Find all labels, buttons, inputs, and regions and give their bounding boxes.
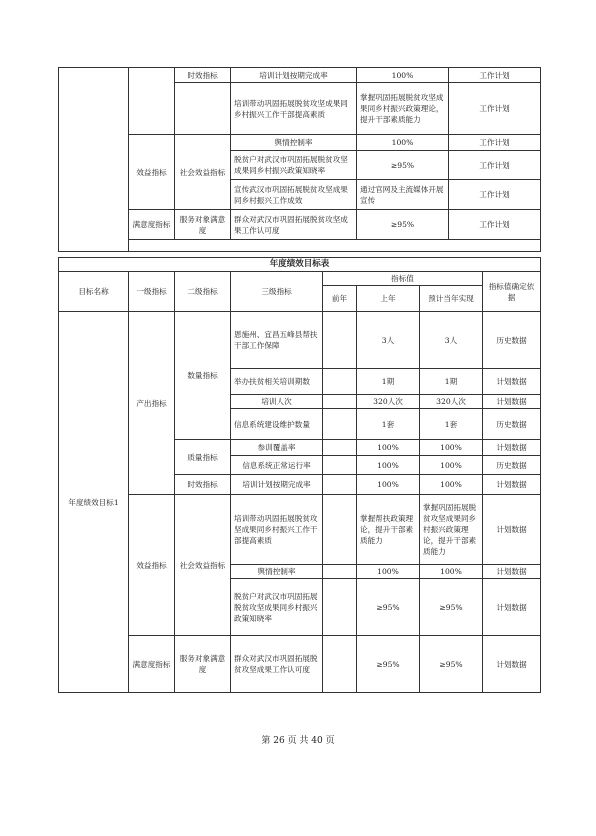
table-title: 年度绩效目标表 — [59, 258, 541, 272]
header-level3: 三级指标 — [231, 272, 323, 312]
table-row — [59, 135, 541, 151]
prev2-cell — [323, 395, 357, 409]
basis-cell: 计划数据 — [483, 475, 541, 495]
level3-cell: 培训带动巩固拓展脱贫攻坚成果同乡村振兴工作干部提高素质 — [231, 495, 323, 565]
current-cell: 320人次 — [420, 395, 483, 409]
level1-cell: 效益指标 — [129, 495, 175, 636]
table-row — [59, 210, 541, 240]
basis-cell: 工作计划 — [449, 83, 541, 135]
performance-table-continued — [58, 67, 541, 252]
value-cell: 通过官网及主流媒体开展宣传 — [357, 180, 449, 210]
table-title-row — [59, 258, 541, 272]
level2-cell: 数量指标 — [175, 312, 231, 440]
header-basis: 指标值确定依据 — [483, 272, 541, 312]
basis-cell: 计划数据 — [483, 495, 541, 565]
level3-cell: 群众对武汉市巩固拓展脱贫攻坚成果工作认可度 — [231, 636, 323, 693]
level1-cell: 满意度指标 — [129, 210, 175, 240]
prev1-cell: 100% — [357, 456, 420, 475]
level3-cell: 舆情控制率 — [231, 565, 323, 579]
level2-cell — [175, 83, 231, 135]
basis-cell: 计划数据 — [483, 369, 541, 395]
level2-cell: 质量指标 — [175, 440, 231, 475]
prev1-cell: 100% — [357, 475, 420, 495]
level2-cell: 服务对象满意度 — [175, 210, 231, 240]
prev2-cell — [323, 565, 357, 579]
header-prev2: 前年 — [323, 286, 357, 312]
header-level2: 二级指标 — [175, 272, 231, 312]
basis-cell: 计划数据 — [483, 636, 541, 693]
prev2-cell — [323, 636, 357, 693]
page-number: 第 26 页 共 40 页 — [261, 736, 335, 746]
basis-cell: 历史数据 — [483, 409, 541, 440]
header-prev1: 上年 — [357, 286, 420, 312]
level3-cell: 培训计划按期完成率 — [231, 475, 323, 495]
level2-cell: 时效指标 — [175, 68, 231, 83]
table-row — [59, 636, 541, 693]
current-cell: 3人 — [420, 312, 483, 369]
header-goal-name: 目标名称 — [59, 272, 129, 312]
prev1-cell: ≥95% — [357, 579, 420, 636]
level3-cell: 培训人次 — [231, 395, 323, 409]
spacer-cell — [129, 240, 541, 252]
header-row — [59, 272, 541, 286]
current-cell: 掌握巩固拓展脱贫攻坚成果同乡村振兴政策理论，提升干部素质能力 — [420, 495, 483, 565]
goal-name-cell — [59, 68, 129, 252]
basis-cell: 工作计划 — [449, 210, 541, 240]
level3-cell: 信息系统建设维护数量 — [231, 409, 323, 440]
level2-cell: 社会效益指标 — [175, 495, 231, 636]
basis-cell: 计划数据 — [483, 565, 541, 579]
annual-performance-goal-table — [58, 257, 541, 693]
prev2-cell — [323, 475, 357, 495]
level3-cell: 培训计划按期完成率 — [231, 68, 357, 83]
level2-cell: 时效指标 — [175, 475, 231, 495]
prev1-cell: 100% — [357, 440, 420, 456]
value-cell: 100% — [357, 135, 449, 151]
level1-cell — [129, 68, 175, 135]
value-cell: 掌握巩固拓展脱贫攻坚成果同乡村振兴政策理论，提升干部素质能力 — [357, 83, 449, 135]
current-cell: 100% — [420, 440, 483, 456]
prev1-cell: 100% — [357, 565, 420, 579]
level3-cell: 宣传武汉市巩固拓展脱贫攻坚成果同乡村振兴工作成效 — [231, 180, 357, 210]
basis-cell: 计划数据 — [483, 579, 541, 636]
table-row — [59, 240, 541, 252]
prev1-cell: ≥95% — [357, 636, 420, 693]
prev1-cell: 1套 — [357, 409, 420, 440]
prev2-cell — [323, 579, 357, 636]
level3-cell: 参训覆盖率 — [231, 440, 323, 456]
level3-cell: 脱贫户对武汉市巩固拓展脱贫攻坚成果同乡村振兴政策知晓率 — [231, 579, 323, 636]
prev1-cell: 320人次 — [357, 395, 420, 409]
level2-cell: 社会效益指标 — [175, 135, 231, 210]
level1-cell: 效益指标 — [129, 135, 175, 210]
level2-cell: 服务对象满意度 — [175, 636, 231, 693]
level1-cell: 产出指标 — [129, 312, 175, 495]
level3-cell: 信息系统正常运行率 — [231, 456, 323, 475]
prev2-cell — [323, 456, 357, 475]
level3-cell: 舆情控制率 — [231, 135, 357, 151]
current-cell: ≥95% — [420, 579, 483, 636]
basis-cell: 历史数据 — [483, 456, 541, 475]
basis-cell: 计划数据 — [483, 395, 541, 409]
prev2-cell — [323, 409, 357, 440]
current-cell: 100% — [420, 565, 483, 579]
basis-cell: 工作计划 — [449, 151, 541, 180]
level3-cell: 恩施州、宜昌五峰县帮扶干部工作保障 — [231, 312, 323, 369]
prev2-cell — [323, 312, 357, 369]
value-cell: ≥95% — [357, 210, 449, 240]
current-cell: 1套 — [420, 409, 483, 440]
prev1-cell: 掌握帮扶政策理论，提升干部素质能力 — [357, 495, 420, 565]
table-row — [59, 68, 541, 83]
basis-cell: 历史数据 — [483, 312, 541, 369]
table-row — [59, 495, 541, 565]
prev2-cell — [323, 369, 357, 395]
header-value: 指标值 — [323, 272, 483, 286]
basis-cell: 计划数据 — [483, 440, 541, 456]
goal-name-cell: 年度绩效目标1 — [59, 312, 129, 693]
level3-cell: 培训带动巩固拓展脱贫攻坚成果同乡村振兴工作干部提高素质 — [231, 83, 357, 135]
table-row — [59, 312, 541, 369]
current-cell: 100% — [420, 475, 483, 495]
value-cell: ≥95% — [357, 151, 449, 180]
header-level1: 一级指标 — [129, 272, 175, 312]
prev2-cell — [323, 440, 357, 456]
value-cell: 100% — [357, 68, 449, 83]
basis-cell: 工作计划 — [449, 180, 541, 210]
prev2-cell — [323, 495, 357, 565]
prev1-cell: 3人 — [357, 312, 420, 369]
current-cell: 100% — [420, 456, 483, 475]
basis-cell: 工作计划 — [449, 68, 541, 83]
current-cell: ≥95% — [420, 636, 483, 693]
level1-cell: 满意度指标 — [129, 636, 175, 693]
prev1-cell: 1期 — [357, 369, 420, 395]
basis-cell: 工作计划 — [449, 135, 541, 151]
current-cell: 1期 — [420, 369, 483, 395]
level3-cell: 举办扶贫相关培训期数 — [231, 369, 323, 395]
level3-cell: 群众对武汉市巩固拓展脱贫攻坚成果工作认可度 — [231, 210, 357, 240]
header-current: 预计当年实现 — [420, 286, 483, 312]
level3-cell: 脱贫户对武汉市巩固拓展脱贫攻坚成果同乡村振兴政策知晓率 — [231, 151, 357, 180]
